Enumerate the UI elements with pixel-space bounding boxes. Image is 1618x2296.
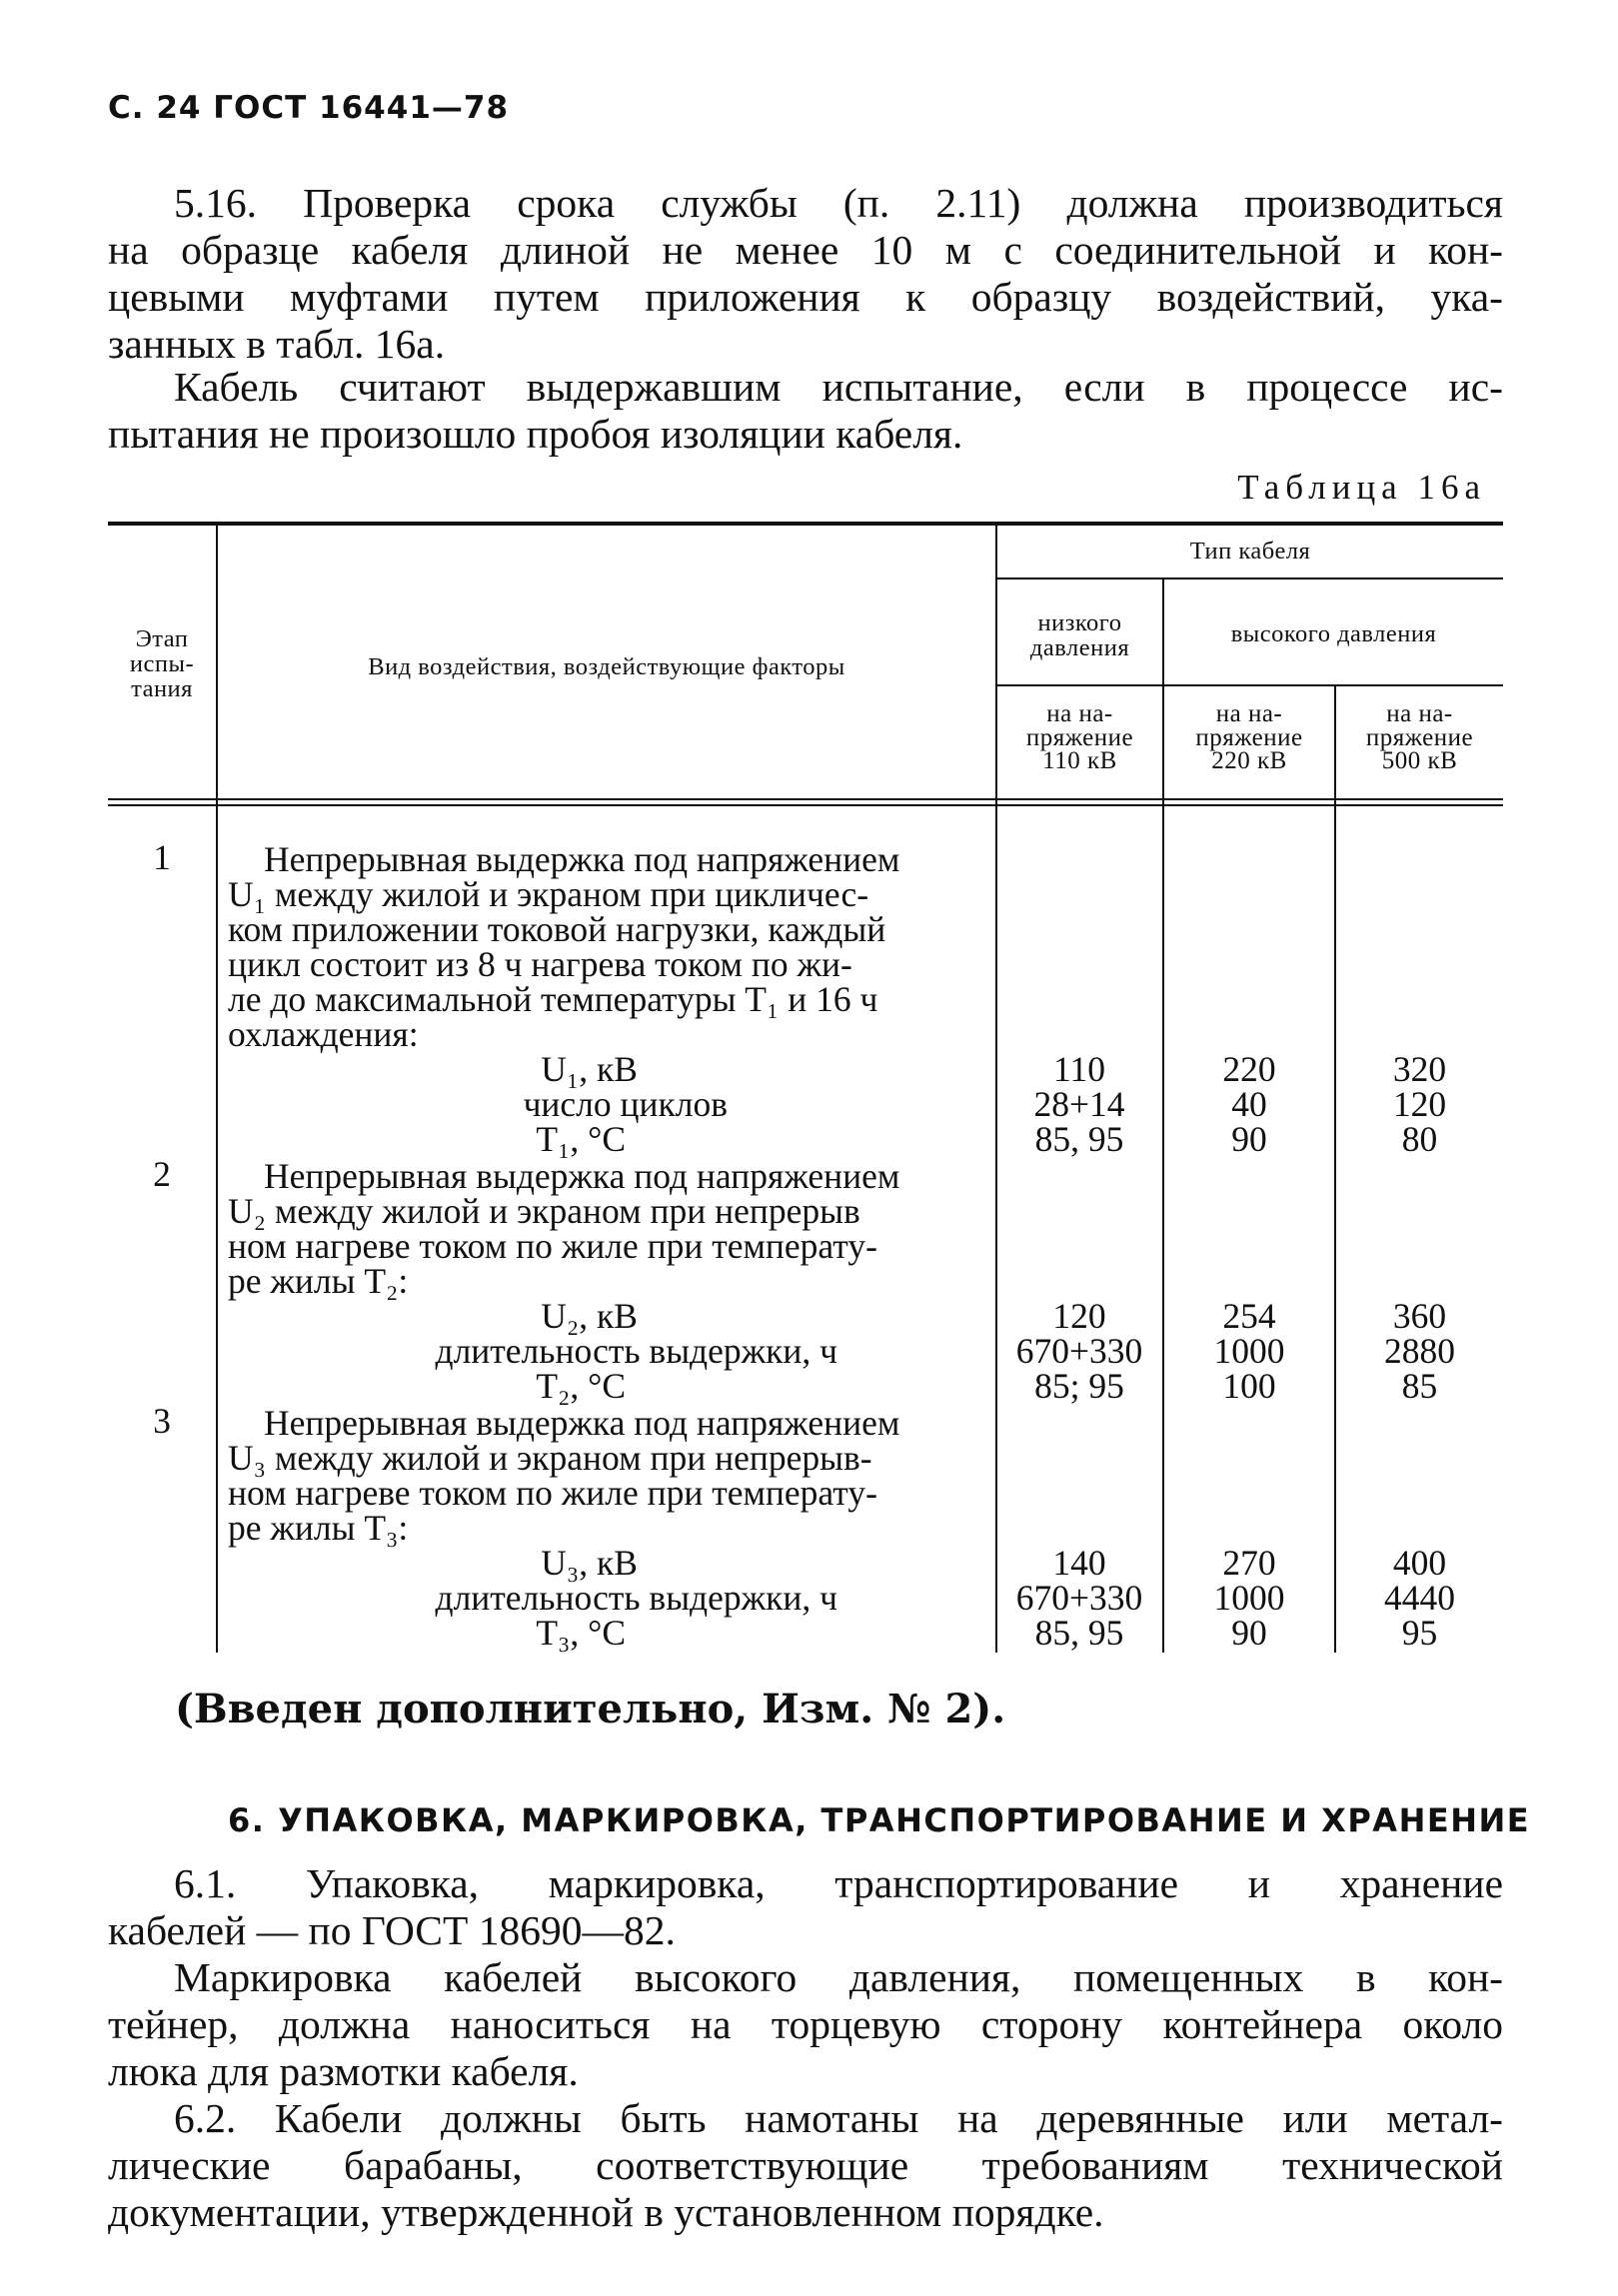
values-220kv: [1164, 1049, 1334, 1159]
values-500kv: [1336, 1543, 1503, 1653]
param-line: длительность выдержки, ч: [435, 1331, 837, 1371]
value: 4440: [1384, 1578, 1455, 1618]
desc-line: Непрерывная выдержка под напряжением: [264, 1156, 900, 1196]
value: 85: [1401, 1366, 1438, 1406]
text-line: тейнер, должна наноситься на торцевую сторону контейнера около: [108, 2001, 1503, 2047]
header-text: пряжение: [1195, 723, 1303, 751]
param-label: [228, 1049, 728, 1159]
table-col-divider: [216, 526, 218, 1653]
param-line: U₂, кВ: [541, 1296, 638, 1336]
desc-line: ном нагреве током по жиле при температу-: [228, 1473, 877, 1513]
table-col-divider: [1334, 684, 1336, 1653]
section-title: 6. УПАКОВКА, МАРКИРОВКА, ТРАНСПОРТИРОВАНИЕ И ХРАНЕНИЕ: [228, 1801, 1531, 1839]
amendment-note: (Введен дополнительно, Изм. № 2).: [175, 1686, 1006, 1732]
paragraph-6-2: [108, 2095, 1503, 2236]
paragraph-marking: [108, 1954, 1503, 2095]
paragraph-6-1: [108, 1860, 1503, 1954]
value: 320: [1392, 1049, 1447, 1089]
value: 90: [1231, 1119, 1267, 1159]
header-text: тания: [131, 675, 193, 702]
text-line: цевыми муфтами путем приложения к образцу воздействий, ука-: [108, 274, 1503, 320]
desc-line: U₂ между жилой и экраном при непрерыв: [228, 1191, 860, 1231]
text-line: кабелей — по ГОСТ 18690—82.: [108, 1907, 676, 1953]
header-text: пряжение: [1365, 723, 1474, 751]
header-text: на на-: [1215, 700, 1283, 727]
desc-line: цикл состоит из 8 ч нагрева током по жи-: [228, 944, 852, 984]
table-header-rule: [108, 804, 1503, 806]
param-line: U₁, кВ: [541, 1049, 638, 1089]
text-line: 5.16. Проверка срока службы (п. 2.11) должна производиться: [174, 180, 1503, 226]
desc-line: Непрерывная выдержка под напряжением: [264, 839, 900, 879]
values-500kv: [1336, 1049, 1503, 1159]
desc-line: ле до максимальной температуры T₁ и 16 ч: [228, 979, 878, 1019]
page-header: С. 24 ГОСТ 16441—78: [108, 90, 510, 126]
param-line: T₃, °C: [536, 1613, 626, 1653]
value: 220: [1222, 1049, 1276, 1089]
value: 2880: [1384, 1331, 1455, 1371]
value: 400: [1392, 1543, 1447, 1583]
param-line: T₂, °C: [536, 1366, 626, 1406]
header-low-pressure: [997, 610, 1162, 660]
value: 270: [1222, 1543, 1276, 1583]
value: 28+14: [1033, 1084, 1125, 1124]
value: 120: [1392, 1084, 1447, 1124]
param-line: длительность выдержки, ч: [435, 1578, 837, 1618]
text-line: лические барабаны, соответствующие требованиям технической: [108, 2142, 1503, 2188]
text-line: Маркировка кабелей высокого давления, помещенных в кон-: [174, 1954, 1503, 2000]
desc-line: U₃ между жилой и экраном при непрерыв-: [228, 1438, 872, 1478]
text-line: документации, утвержденной в установленном порядке.: [108, 2189, 1104, 2235]
desc-line: ре жилы T₃:: [228, 1508, 409, 1548]
text-line: люка для размотки кабеля.: [108, 2048, 579, 2094]
header-high-pressure: высокого давления: [1230, 620, 1437, 647]
stage-description: [228, 1156, 987, 1301]
header-factor: Вид воздействия, воздействующие факторы: [368, 653, 845, 680]
text-line: пытания не произошло пробоя изоляции кабеля.: [108, 411, 963, 457]
header-text: низкого: [1037, 609, 1122, 636]
header-110kv: [997, 702, 1162, 773]
value: 120: [1052, 1296, 1106, 1336]
value: 80: [1401, 1119, 1438, 1159]
param-line: T₁, °C: [536, 1119, 626, 1159]
value: 85; 95: [1034, 1366, 1124, 1406]
header-500kv: [1336, 702, 1503, 773]
value: 670+330: [1015, 1331, 1143, 1371]
text-line: на образце кабеля длиной не менее 10 м с соединительной и кон-: [108, 227, 1503, 273]
desc-line: охлаждения:: [228, 1014, 419, 1054]
header-text: 500 кВ: [1381, 747, 1458, 774]
stage-description: [228, 839, 987, 1054]
text-line: 6.1. Упаковка, маркировка, транспортирование и хранение: [174, 1860, 1503, 1906]
value: 95: [1401, 1613, 1438, 1653]
paragraph-test-criteria: [108, 364, 1503, 458]
param-label: [228, 1543, 837, 1653]
table-caption: Таблица 16а: [1237, 468, 1486, 507]
value: 1000: [1213, 1331, 1285, 1371]
values-220kv: [1164, 1296, 1334, 1406]
param-line: число циклов: [523, 1084, 728, 1124]
stage-number: 2: [153, 1154, 171, 1194]
header-stage: [110, 626, 214, 701]
header-cable-type: Тип кабеля: [1189, 538, 1311, 565]
value: 1000: [1213, 1578, 1285, 1618]
desc-line: Непрерывная выдержка под напряжением: [264, 1403, 900, 1443]
table-header-rule: [108, 798, 1503, 800]
values-110kv: [996, 1049, 1162, 1159]
values-220kv: [1164, 1543, 1334, 1653]
stage-description: [228, 1403, 987, 1548]
param-line: U₃, кВ: [541, 1543, 638, 1583]
header-text: на на-: [1046, 700, 1113, 727]
values-500kv: [1336, 1296, 1503, 1406]
header-text: 220 кВ: [1211, 747, 1287, 774]
desc-line: ре жилы T₂:: [228, 1261, 409, 1301]
desc-line: ном нагреве током по жиле при температу-: [228, 1226, 877, 1266]
value: 140: [1052, 1543, 1106, 1583]
value: 40: [1231, 1084, 1267, 1124]
values-110kv: [996, 1543, 1162, 1653]
header-text: давления: [1029, 634, 1130, 661]
values-110kv: [996, 1296, 1162, 1406]
stage-number: 3: [153, 1401, 171, 1441]
header-text: Этап: [135, 625, 189, 652]
stage-number: 1: [153, 837, 171, 877]
value: 85, 95: [1034, 1613, 1124, 1653]
text-line: 6.2. Кабели должны быть намотаны на деревянные или метал-: [174, 2095, 1503, 2141]
value: 85, 95: [1034, 1119, 1124, 1159]
header-220kv: [1164, 702, 1334, 773]
value: 360: [1392, 1296, 1447, 1336]
desc-line: ком приложении токовой нагрузки, каждый: [228, 909, 886, 949]
value: 110: [1053, 1049, 1105, 1089]
text-line: занных в табл. 16а.: [108, 321, 446, 367]
table-subheader-rule: [995, 684, 1503, 686]
value: 90: [1231, 1613, 1267, 1653]
param-label: [228, 1296, 837, 1406]
paragraph-5-16: [108, 180, 1503, 368]
header-text: на на-: [1386, 700, 1453, 727]
value: 100: [1222, 1366, 1276, 1406]
header-text: 110 кВ: [1042, 747, 1117, 774]
header-text: испы-: [129, 650, 195, 677]
header-text: пряжение: [1025, 723, 1134, 751]
text-line: Кабель считают выдержавшим испытание, если в процессе ис-: [174, 364, 1503, 410]
value: 670+330: [1015, 1578, 1143, 1618]
table-subheader-rule: [995, 577, 1503, 579]
table-top-rule: [108, 522, 1503, 526]
desc-line: U₁ между жилой и экраном при цикличес-: [228, 874, 869, 914]
value: 254: [1222, 1296, 1276, 1336]
